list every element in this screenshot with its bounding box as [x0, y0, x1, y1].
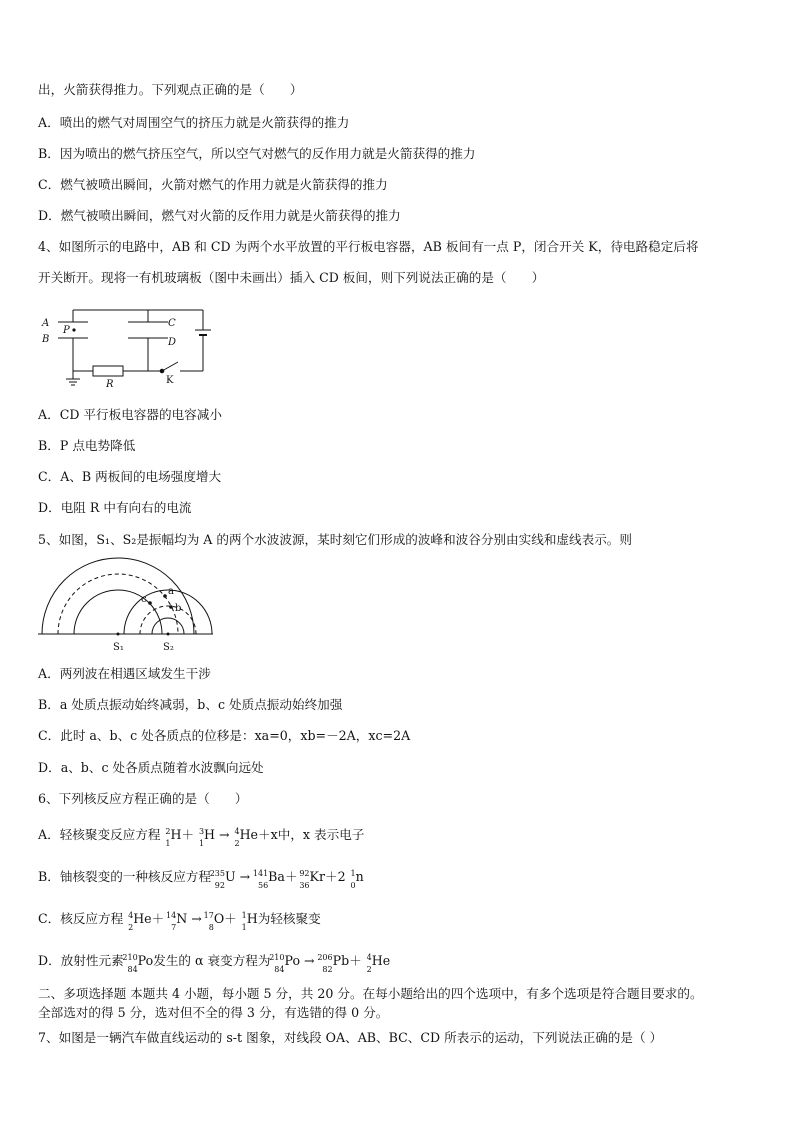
q6-a-equation: 2 1 H＋ 3 1 H → 4 2 He＋x [165, 826, 278, 848]
s1-trough [58, 574, 178, 634]
q6-option-b [38, 868, 364, 890]
label-c: c [141, 594, 147, 605]
q6-d-mid: 发生的 α 衰变方程为 [153, 953, 271, 968]
q4-stem-line1: 4、如图所示的电路中，AB 和 CD 为两个水平放置的平行板电容器，AB 板间有一点 P，闭合开关 K，待电路稳定后将 [38, 239, 699, 254]
q4-option-b: B．P 点电势降低 [38, 438, 136, 453]
s2-trough [140, 606, 196, 634]
q6-option-c [38, 910, 321, 932]
label-c: C [168, 318, 176, 329]
q6-c-suffix: 为轻核聚变 [257, 911, 321, 926]
q6-b-prefix: B．铀核裂变的一种核反应方程 [38, 869, 211, 884]
source-s1 [117, 633, 120, 636]
label-d: D [168, 337, 177, 348]
q5-stem: 5、如图，S₁、S₂是振幅均为 A 的两个水波波源，某时刻它们形成的波峰和波谷分别由实线和虚线表示。则 [38, 532, 632, 547]
label-p: P [63, 325, 70, 336]
q6-c-equation: 4 2 He＋ 14 7 N → 17 8 O＋ 1 1 H [128, 910, 258, 932]
section2-line1: 二、多项选择题 本题共 4 小题，每小题 5 分，共 20 分。在每小题给出的四个选项中，有多个选项是符合题目要求的。 [38, 986, 703, 1001]
q5-option-c: C．此时 a、b、c 处各质点的位移是：xa=0，xb=－2A，xc=2A [38, 728, 411, 743]
q6-a-prefix: A．轻核聚变反应方程 [38, 827, 161, 842]
point-p [72, 328, 75, 331]
q3-stem-tail: 出，火箭获得推力。下列观点正确的是（ ） [38, 82, 303, 97]
resistor-r [93, 366, 123, 376]
q6-d-equation: 210 84 Po → 206 82 Pb＋ 4 2 He [269, 952, 391, 974]
q3-option-c: C．燃气被喷出瞬间，火箭对燃气的作用力就是火箭获得的推力 [38, 177, 388, 192]
label-b: b [175, 603, 182, 614]
s2-crest-inner [152, 618, 184, 634]
source-s2 [167, 633, 170, 636]
q4-option-a: A．CD 平行板电容器的电容减小 [38, 407, 222, 422]
point-b [169, 605, 173, 609]
q5-option-b: B．a 处质点振动始终减弱，b、c 处质点振动始终加强 [38, 697, 343, 712]
switch-k-blade [162, 362, 178, 371]
q6-d-prefix: D．放射性元素 [38, 953, 124, 968]
q7-stem: 7、如图是一辆汽车做直线运动的 s-t 图象，对线段 OA、AB、BC、CD 所表示的运动，下列说法正确的是（ ） [38, 1030, 663, 1045]
q3-option-b: B．因为喷出的燃气挤压空气，所以空气对燃气的反作用力就是火箭获得的推力 [38, 146, 476, 161]
label-a: A [42, 318, 50, 329]
point-a [163, 594, 167, 598]
q5-option-d: D．a、b、c 处各质点随着水波飘向远处 [38, 760, 264, 775]
label-b: B [42, 334, 50, 345]
point-c [148, 601, 152, 605]
label-s2: S₂ [163, 642, 174, 653]
q6-d-element: 210 84 Po [122, 952, 154, 974]
q6-b-equation: 235 92 U → 141 56 Ba＋ 92 36 Kr＋2 1 0 n [209, 868, 364, 890]
s1-crest-inner [74, 590, 162, 634]
q4-option-c: C．A、B 两板间的电场强度增大 [38, 469, 222, 484]
q5-option-a: A．两列波在相遇区域发生干涉 [38, 666, 211, 681]
q6-a-suffix: 中，x 表示电子 [277, 827, 365, 842]
q4-option-d: D．电阻 R 中有向右的电流 [38, 500, 192, 515]
q4-stem-line2: 开关断开。现将一有机玻璃板（图中未画出）插入 CD 板间，则下列说法正确的是（ ） [38, 270, 545, 285]
label-k: K [166, 375, 174, 386]
q3-option-d: D．燃气被喷出瞬间，燃气对火箭的反作用力就是火箭获得的推力 [38, 208, 401, 223]
q3-option-a: A．喷出的燃气对周围空气的挤压力就是火箭获得的推力 [38, 115, 350, 130]
q4-circuit-diagram [38, 305, 218, 390]
label-r: R [106, 379, 114, 390]
q6-option-a [38, 826, 365, 848]
label-a: a [168, 586, 174, 597]
q6-stem: 6、下列核反应方程正确的是（ ） [38, 791, 248, 806]
q6-c-prefix: C．核反应方程 [38, 911, 124, 926]
q5-wave-diagram [38, 556, 218, 656]
section2-line2: 全部选对的得 5 分，选对但不全的得 3 分，有选错的得 0 分。 [38, 1005, 389, 1020]
q6-option-d [38, 952, 391, 974]
label-s1: S₁ [113, 642, 124, 653]
